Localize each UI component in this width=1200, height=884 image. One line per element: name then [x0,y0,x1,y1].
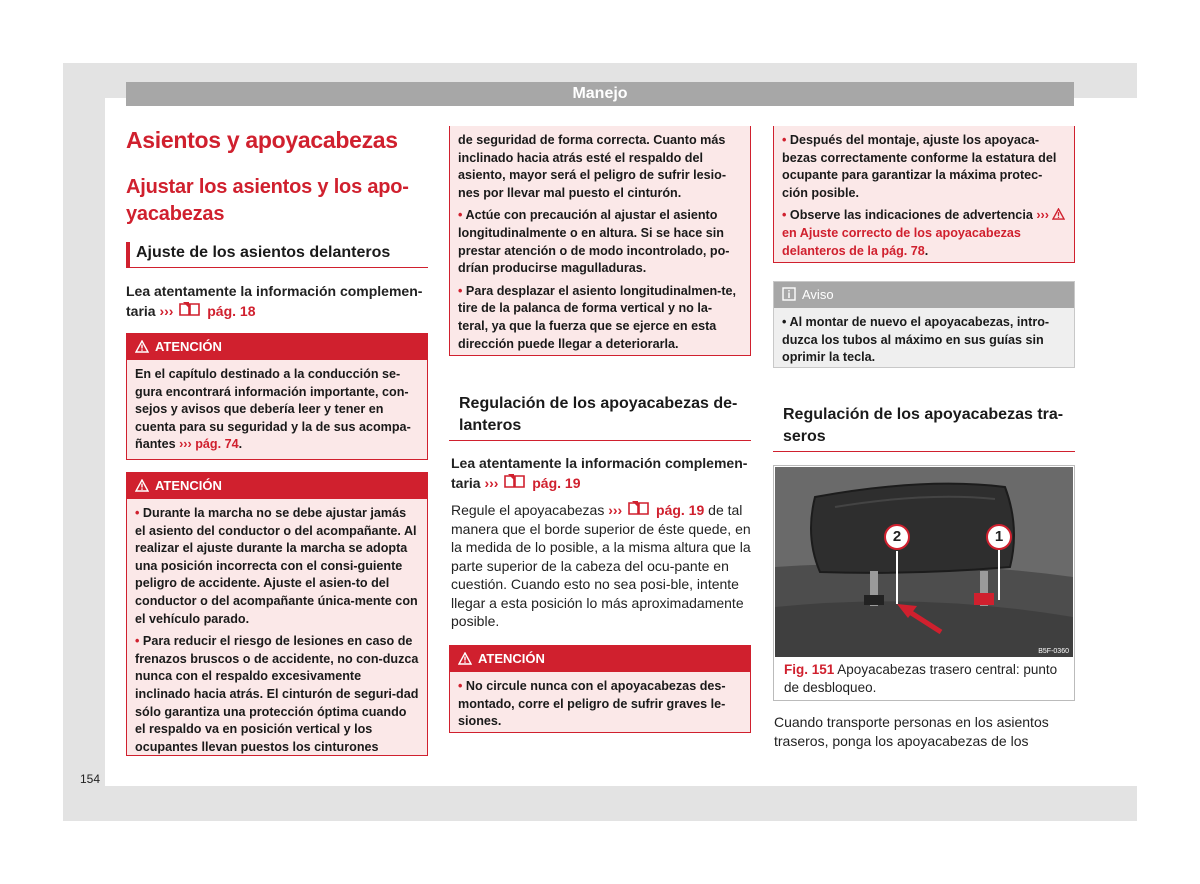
intro-line2: taria [126,302,156,319]
warning-box [449,645,751,733]
warning-box [126,472,428,756]
section-title-line1: Ajustar los asientos y los apo- [126,176,409,198]
book-reference-icon [626,500,652,517]
warning-triangle-icon [458,652,472,665]
note-header [774,282,1074,308]
warning-label: ATENCIÓN [155,478,222,493]
page-title: Asientos y apoyacabezas [126,127,398,153]
warning-cross-reference-link[interactable]: en Ajuste correcto de los apoyacabezas delanteros de la pág. 78 [782,225,1021,258]
ref-arrows-icon: ››› [1036,208,1049,223]
body-page-link[interactable]: pág. 19 [656,502,705,518]
warning-label: ATENCIÓN [155,339,222,354]
note-label: Aviso [802,287,834,302]
warning-page-link[interactable]: pág. 74 [195,437,239,452]
warning-text [774,126,1074,271]
intro-line1: Lea atentamente la información complemen- [126,283,423,299]
callout-2: 2 [884,524,910,550]
warning-item: • No circule nunca con el apoyacabezas des-montado, corre el peligro de sufrir graves le-siones. [458,679,726,729]
warning-header [450,646,750,672]
chapter-header: Manejo [126,82,1074,106]
book-reference-icon [502,473,528,490]
warning-item: • Después del montaje, ajuste los apoyaca-bezas correctamente conforme la estatura del ocupante para garantizar la máxima protec-ción posible. [782,133,1057,200]
subsection-heading: Regulación de los apoyacabezas de-lanteros [449,393,751,441]
warning-item: • Para desplazar el asiento longitudinalmen-te, tire de la palanca de forma vertical y no la-teral, ya que la fuerza que se ejerce en esta dirección puede llegar a deteriorarla. [458,283,737,351]
headrest-illustration [775,467,1073,657]
callout-1: 1 [986,524,1012,550]
section-title [126,174,428,228]
warning-box-continued [449,126,751,356]
figure [773,465,1075,701]
warning-header [127,334,427,360]
ref-arrows-icon: ››› [608,502,623,518]
figure-code: B5F-0360 [1038,648,1069,655]
note-text: • Al montar de nuevo el apoyacabezas, intro-duzca los tubos al máximo en sus guías sin oprimir la tecla. [782,315,1050,365]
headrest-photo [775,467,1073,657]
intro-page-link[interactable]: pág. 18 [207,302,256,319]
warning-label: ATENCIÓN [478,651,545,666]
ref-arrows-icon: ››› [159,302,174,319]
warning-text [450,672,750,742]
section-title-line2: yacabezas [126,203,225,225]
intro-text [126,282,428,320]
figure-caption: Fig. 151 Apoyacabezas trasero central: punto de desbloqueo. [784,662,1058,695]
warning-triangle-icon [135,340,149,353]
warning-box [126,333,428,460]
warning-item: • Actúe con precaución al ajustar el asiento longitudinalmente o en altura. Si se hace sin prestar atención o de modo incontrolado, po-drían producirse magulladuras. [458,208,730,276]
ref-arrows-icon: ››› [484,474,499,491]
info-icon [782,287,796,301]
ref-arrows-icon: ››› [179,437,192,452]
warning-item: de seguridad de forma correcta. Cuanto más inclinado hacia atrás esté el respaldo del asiento, mayor será el peligro de sufrir lesio-nes por llevar mal puesto el cinturón. [458,133,727,200]
warning-box-continued [773,126,1075,263]
book-reference-icon [177,301,203,318]
warning-item: • Durante la marcha no se debe ajustar jamás el asiento del conductor o del acompañante. Al realizar el ajuste durante la marcha se adopta una posición incorrecta con el consi-guiente peligro de accidente. Ajuste el asien-to del conductor o del acompañante única-mente con el vehículo parado. [135,506,418,626]
body-paragraph: Regule el apoyacabezas ››› pág. 19 de tal manera que el borde superior de éste quede, en la medida de lo posible, a la misma altura que la parte superior de la cabeza del ocu-pante en cuestión. Cuando esto no sea posi-ble, intente llegar a esta posición lo más aproximadamente posible. [451,502,751,629]
figure-label: Fig. 151 [784,662,835,677]
note-box [773,281,1075,368]
warning-triangle-icon [135,479,149,492]
warning-header [127,473,427,499]
warning-text [450,126,750,364]
intro-page-link[interactable]: pág. 19 [532,474,581,491]
warning-item: • Para reducir el riesgo de lesiones en caso de frenazos bruscos o de accidente, no con-duzca nunca con el respaldo excesivamente inclinado hacia atrás. El cinturón de seguri-dad sólo garantiza una protección óptima cuando el respaldo va en posición vertical y los ocupantes llevan puestos los cinturones [135,634,419,754]
body-paragraph: Cuando transporte personas en los asientos traseros, ponga los apoyacabezas de los [774,714,1049,749]
warning-item: • Observe las indicaciones de advertencia ››› en Ajuste correcto de los apoyacabezas delanteros de la pág. 78. [782,207,1066,260]
subsection-heading: Ajuste de los asientos delanteros [126,242,428,268]
warning-text [127,499,427,767]
subsection-heading: Regulación de los apoyacabezas tra-seros [773,404,1075,452]
page-number: 154 [80,772,101,786]
intro-text: Lea atentamente la información complemen- taria ››› pág. 19 [451,455,748,491]
warning-text: En el capítulo destinado a la conducción se-gura encontrará información importante, con-sejos y avisos que debería leer y tener en cuenta para su seguridad y la de sus acompa-ñantes ››› pág. 74. [135,367,411,452]
warning-triangle-icon [1052,208,1065,220]
